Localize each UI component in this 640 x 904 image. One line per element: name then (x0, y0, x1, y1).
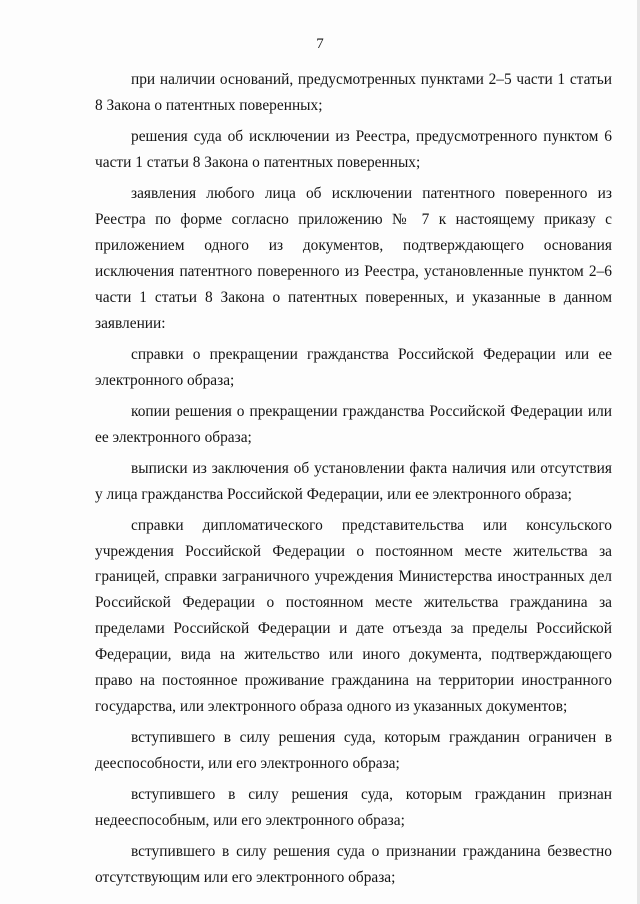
paragraph-citizenship-extract: выписки из заключения об установлении факта наличия или отсутствия у лица гражданства Российской Федерации, или ее электронного образа; (95, 459, 612, 503)
paragraph-application: заявления любого лица об исключении патентного поверенного из Реестра по форме согласно приложению № 7 к настоящему приказу с приложением одного из документов, подтверждающего основания исключения патентного поверенного из Реестра, установленные пунктом 2–6 части 1 статьи 8 Закона о патентных поверенных, и указанные в данном заявлении: (95, 185, 612, 332)
paragraph-residence-abroad: справки дипломатического представительства или консульского учреждения Российской Федерации о постоянном месте жительства за границей, справки заграничного учреждения Министерства иностранных дел Российской Федерации о постоянном месте жительства гражданина за пределами Российской Федерации и дате отъезда за пределы Российской Федерации, вида на жительство или иного документа, подтверждающего право на постоянное проживание гражданина на территории иностранного государства, или электронного образа одного из указанных документов; (95, 516, 612, 715)
paragraph-incapacity: вступившего в силу решения суда, которым гражданин признан недееспособным, или его электронного образа; (95, 786, 612, 829)
paragraph-citizenship-decision-copy: копии решения о прекращении гражданства Российской Федерации или ее электронного образа; (95, 402, 612, 446)
paragraph-grounds: при наличии оснований, предусмотренных пунктами 2–5 части 1 статьи 8 Закона о патентных поверенных; (95, 71, 612, 114)
paragraph-court-decision: решения суда об исключении из Реестра, предусмотренного пунктом 6 части 1 статьи 8 Закона о патентных поверенных; (95, 128, 612, 171)
paragraph-missing-person: вступившего в силу решения суда о признании гражданина безвестно отсутствующим или его электронного образа; (95, 843, 612, 886)
paragraph-citizenship-certificate: справки о прекращении гражданства Российской Федерации или ее электронного образа; (95, 345, 612, 389)
paragraph-limited-capacity: вступившего в силу решения суда, которым гражданин ограничен в дееспособности, или его электронного образа; (95, 729, 612, 772)
document-body (95, 67, 612, 891)
page-number: 7 (316, 36, 324, 52)
